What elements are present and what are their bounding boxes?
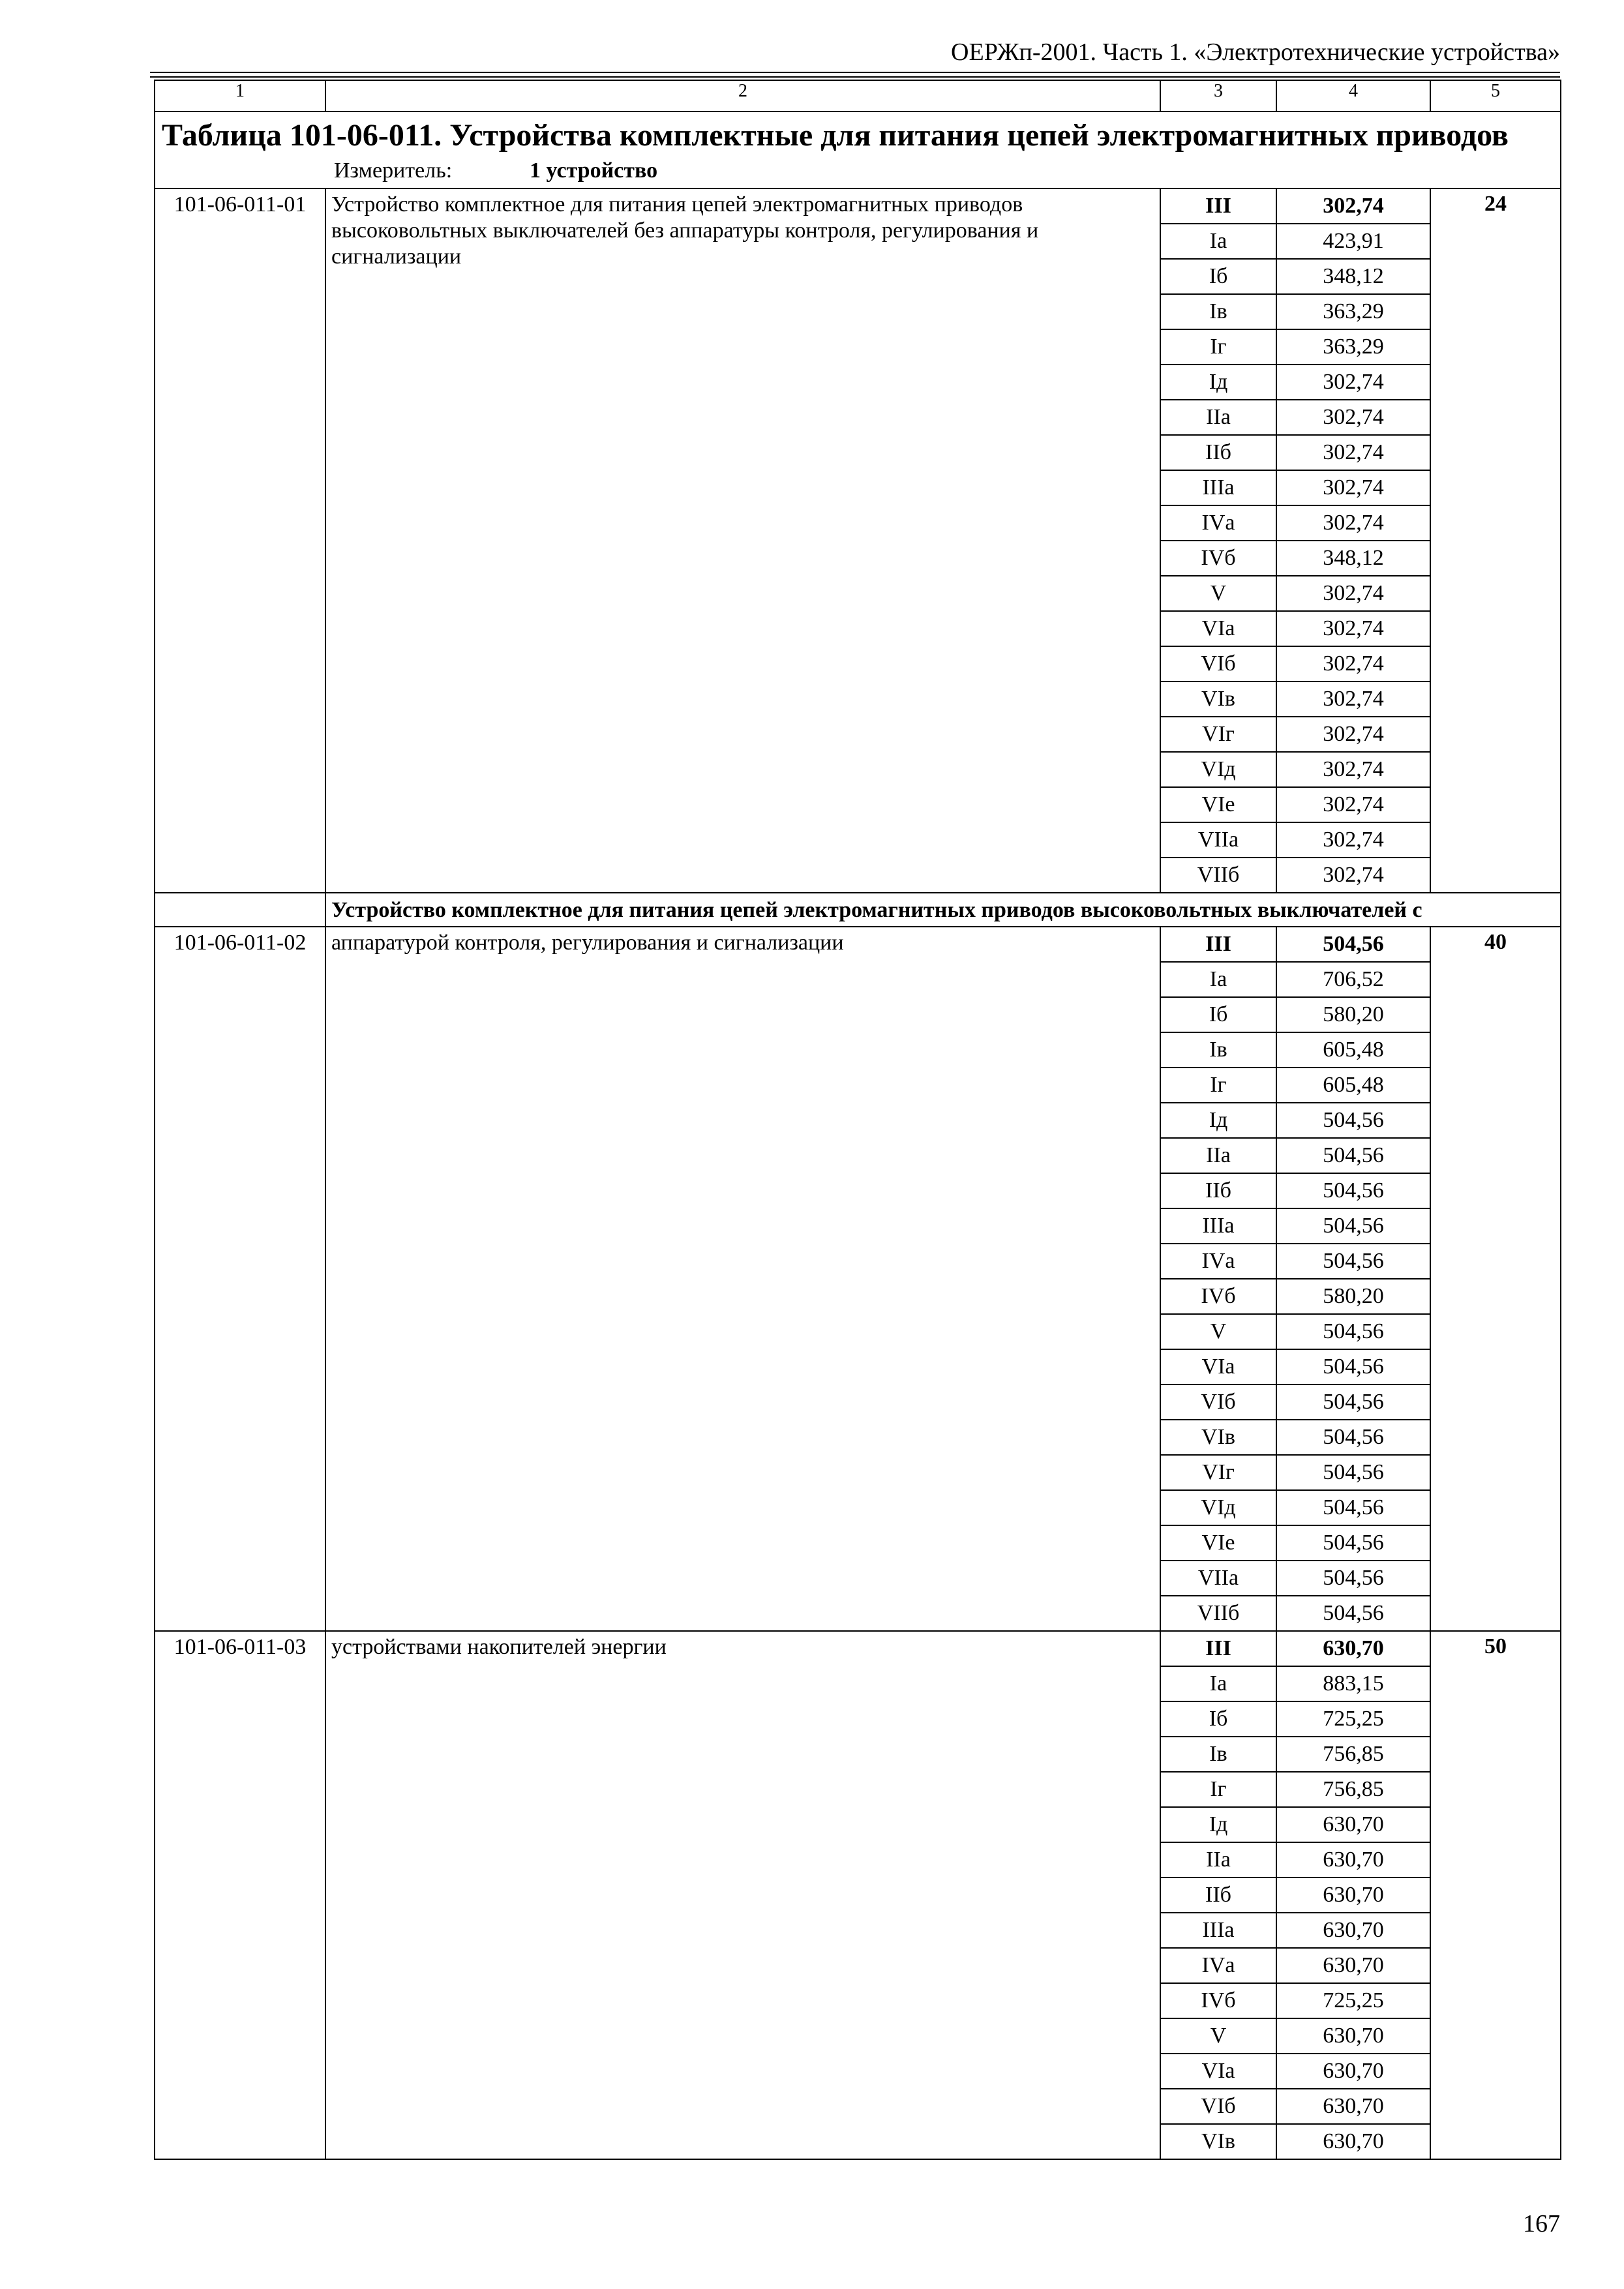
price-value: 630,70: [1276, 1807, 1430, 1842]
territory-class: Iд: [1160, 1103, 1276, 1138]
table-title-row: [155, 112, 1561, 188]
territory-class: IVа: [1160, 505, 1276, 541]
territory-class: IVа: [1160, 1948, 1276, 1983]
price-value: 348,12: [1276, 541, 1430, 576]
entry-norm: 24: [1430, 188, 1561, 893]
territory-class: VIа: [1160, 611, 1276, 646]
subheading-row: [155, 893, 1561, 927]
price-value: 504,56: [1276, 1561, 1430, 1596]
territory-class: VIа: [1160, 1349, 1276, 1384]
price-value: 302,74: [1276, 858, 1430, 893]
price-value: 504,56: [1276, 1384, 1430, 1420]
price-value: 302,74: [1276, 365, 1430, 400]
price-value: 504,56: [1276, 1525, 1430, 1561]
territory-class: IIIа: [1160, 470, 1276, 505]
territory-class: III: [1160, 927, 1276, 962]
territory-class: Iд: [1160, 365, 1276, 400]
territory-class: Iа: [1160, 962, 1276, 997]
price-value: 630,70: [1276, 1913, 1430, 1948]
price-value: 302,74: [1276, 646, 1430, 681]
territory-class: Iв: [1160, 1737, 1276, 1772]
territory-class: VIв: [1160, 1420, 1276, 1455]
price-value: 756,85: [1276, 1772, 1430, 1807]
territory-class: VIе: [1160, 787, 1276, 822]
territory-class: VIг: [1160, 1455, 1276, 1490]
price-value: 302,74: [1276, 611, 1430, 646]
territory-class: IIа: [1160, 1842, 1276, 1878]
territory-class: Iа: [1160, 224, 1276, 259]
price-value: 504,56: [1276, 1173, 1430, 1208]
price-value: 725,25: [1276, 1983, 1430, 2018]
price-value: 302,74: [1276, 681, 1430, 717]
price-value: 504,56: [1276, 1103, 1430, 1138]
territory-class: Iв: [1160, 294, 1276, 329]
column-number-row: [155, 80, 1561, 112]
territory-class: IIIа: [1160, 1913, 1276, 1948]
price-value: 504,56: [1276, 1349, 1430, 1384]
subheading-empty-cell: [155, 893, 325, 927]
price-value: 504,56: [1276, 927, 1430, 962]
territory-class: IIа: [1160, 400, 1276, 435]
territory-class: IIб: [1160, 1173, 1276, 1208]
table-row: [155, 188, 1561, 224]
meter-value: 1 устройство: [530, 158, 658, 183]
price-value: 348,12: [1276, 259, 1430, 294]
territory-class: IVб: [1160, 1983, 1276, 2018]
price-value: 630,70: [1276, 1878, 1430, 1913]
territory-class: Iг: [1160, 1068, 1276, 1103]
price-value: 423,91: [1276, 224, 1430, 259]
entry-code: 101-06-011-02: [155, 927, 325, 1631]
header-rule: [150, 72, 1560, 73]
territory-class: V: [1160, 576, 1276, 611]
price-value: 302,74: [1276, 576, 1430, 611]
territory-class: VIе: [1160, 1525, 1276, 1561]
table-title-cell: [155, 112, 1561, 188]
price-value: 504,56: [1276, 1314, 1430, 1349]
territory-class: VIв: [1160, 681, 1276, 717]
territory-class: VIд: [1160, 752, 1276, 787]
territory-class: Iб: [1160, 1701, 1276, 1737]
price-value: 504,56: [1276, 1455, 1430, 1490]
territory-class: III: [1160, 1631, 1276, 1666]
price-value: 605,48: [1276, 1068, 1430, 1103]
territory-class: IIIа: [1160, 1208, 1276, 1244]
territory-class: IIб: [1160, 1878, 1276, 1913]
table-title: Таблица 101-06-011. Устройства комплектные для питания цепей электромагнитных приводов: [162, 118, 1509, 153]
price-value: 302,74: [1276, 505, 1430, 541]
price-value: 725,25: [1276, 1701, 1430, 1737]
price-value: 756,85: [1276, 1737, 1430, 1772]
territory-class: IIа: [1160, 1138, 1276, 1173]
price-value: 630,70: [1276, 1948, 1430, 1983]
entry-description: устройствами накопителей энергии: [325, 1631, 1160, 2159]
territory-class: V: [1160, 1314, 1276, 1349]
territory-class: IVа: [1160, 1244, 1276, 1279]
price-value: 630,70: [1276, 2124, 1430, 2159]
price-value: 363,29: [1276, 329, 1430, 365]
price-value: 630,70: [1276, 1842, 1430, 1878]
column-number: 2: [325, 80, 1160, 112]
territory-class: VIIа: [1160, 1561, 1276, 1596]
price-value: 504,56: [1276, 1596, 1430, 1631]
price-value: 302,74: [1276, 822, 1430, 858]
price-value: 363,29: [1276, 294, 1430, 329]
price-value: 504,56: [1276, 1138, 1430, 1173]
territory-class: V: [1160, 2018, 1276, 2054]
price-value: 302,74: [1276, 188, 1430, 224]
territory-class: Iг: [1160, 1772, 1276, 1807]
territory-class: VIа: [1160, 2054, 1276, 2089]
entry-norm: 40: [1430, 927, 1561, 1631]
territory-class: Iб: [1160, 997, 1276, 1032]
price-value: 580,20: [1276, 1279, 1430, 1314]
entry-description: аппаратурой контроля, регулирования и сигнализации: [325, 927, 1160, 1631]
price-value: 504,56: [1276, 1490, 1430, 1525]
territory-class: Iг: [1160, 329, 1276, 365]
price-value: 504,56: [1276, 1208, 1430, 1244]
price-value: 302,74: [1276, 470, 1430, 505]
table-row: [155, 927, 1561, 962]
running-header: ОЕРЖп-2001. Часть 1. «Электротехнические устройства»: [951, 38, 1560, 66]
territory-class: VIб: [1160, 646, 1276, 681]
meter-label: Измеритель:: [334, 158, 453, 183]
territory-class: Iд: [1160, 1807, 1276, 1842]
territory-class: Iб: [1160, 259, 1276, 294]
territory-class: VIг: [1160, 717, 1276, 752]
price-value: 605,48: [1276, 1032, 1430, 1068]
table-row: [155, 1631, 1561, 1666]
entry-norm: 50: [1430, 1631, 1561, 2159]
price-value: 580,20: [1276, 997, 1430, 1032]
territory-class: VIIб: [1160, 858, 1276, 893]
price-value: 504,56: [1276, 1420, 1430, 1455]
price-value: 630,70: [1276, 2018, 1430, 2054]
price-value: 302,74: [1276, 435, 1430, 470]
header-rule: [150, 76, 1560, 78]
territory-class: IVб: [1160, 541, 1276, 576]
territory-class: VIIа: [1160, 822, 1276, 858]
meter: [162, 158, 1554, 184]
territory-class: III: [1160, 188, 1276, 224]
price-value: 630,70: [1276, 1631, 1430, 1666]
column-number: 3: [1160, 80, 1276, 112]
price-value: 706,52: [1276, 962, 1430, 997]
entry-description: Устройство комплектное для питания цепей электромагнитных приводов высоковольтных выключателей без аппаратуры контроля, регулирования и сигнализации: [325, 188, 1160, 893]
price-value: 302,74: [1276, 787, 1430, 822]
territory-class: VIб: [1160, 2089, 1276, 2124]
territory-class: Iв: [1160, 1032, 1276, 1068]
territory-class: VIIб: [1160, 1596, 1276, 1631]
territory-class: VIб: [1160, 1384, 1276, 1420]
price-value: 504,56: [1276, 1244, 1430, 1279]
territory-class: IVб: [1160, 1279, 1276, 1314]
column-number: 4: [1276, 80, 1430, 112]
territory-class: IIб: [1160, 435, 1276, 470]
entry-code: 101-06-011-03: [155, 1631, 325, 2159]
subheading: Устройство комплектное для питания цепей электромагнитных приводов высоковольтных выключателей с: [325, 893, 1561, 927]
territory-class: VIд: [1160, 1490, 1276, 1525]
column-number: 5: [1430, 80, 1561, 112]
entry-code: 101-06-011-01: [155, 188, 325, 893]
column-number: 1: [155, 80, 325, 112]
territory-class: VIв: [1160, 2124, 1276, 2159]
price-value: 302,74: [1276, 752, 1430, 787]
price-value: 630,70: [1276, 2054, 1430, 2089]
rates-table: [154, 80, 1561, 2160]
price-value: 630,70: [1276, 2089, 1430, 2124]
price-value: 302,74: [1276, 717, 1430, 752]
price-value: 302,74: [1276, 400, 1430, 435]
territory-class: Iа: [1160, 1666, 1276, 1701]
price-value: 883,15: [1276, 1666, 1430, 1701]
page-number: 167: [1523, 2210, 1560, 2237]
